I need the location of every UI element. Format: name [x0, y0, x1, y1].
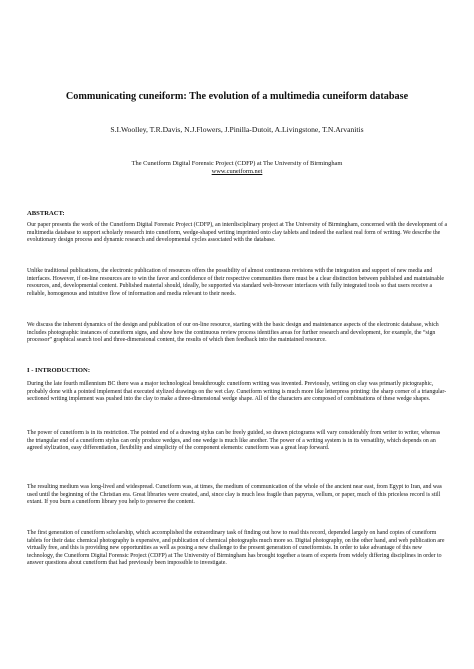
abstract-paragraph-2: Unlike traditional publications, the electronic publication of resources offers the possibility of almost continuous revisions with the integration and support of new media and interfaces. However, if on-line resources are to win the favor and confidence of their respective communities there must be a clear distinction between published and maintainable resources, and, developmental content. Published material should, ideally, be supported via standard web-browser interfaces with fully integrated tools so that users receive a reliable, homogenous and intuitive flow of information and media relevant to their needs. — [27, 268, 444, 297]
intro-paragraph-4: The first generation of cuneiform scholarship, which accomplished the extraordinary task of finding out how to read this record, depended largely on hand copies of cuneiform tablets for their data: chemical photography is expensive, and publication of chemical photographs much more so. Digital photography, on the other hand, and web publication are virtually free, and this is providing new opportunities as well as posing a new challenge to the present generation of cuneiformists. In order to take advantage of this new technology, the Cuneiform Digital Forensic Project (CDFP) at The University of Birmingham has brought together a team of experts from widely differing disciplines in order to answer questions about cuneiform that had previously been impossible to investigate. — [27, 530, 445, 567]
intro-paragraph-2: The power of cuneiform is in its restriction. The pointed end of a drawing stylus can be freely guided, so drawn pictograms will vary considerably from writer to writer, whereas the triangular end of a cuneiform stylus can only produce wedges, and one wedge is much like another. The power of a writing system is in its versatility, which depends on an agreed stylization, easy differentiation, flexibility and simplicity of the component elements: cuneiform was a great leap forward. — [27, 430, 441, 452]
abstract-heading: ABSTRACT: — [27, 210, 65, 217]
author-list: S.I.Woolley, T.R.Davis, N.J.Flowers, J.Pinilla-Dutoit, A.Livingstone, T.N.Arvanitis — [110, 125, 364, 134]
affiliation-block — [0, 160, 474, 176]
abstract-paragraph-1: Our paper presents the work of the Cuneiform Digital Forensic Project (CDFP), an interdisciplinary project at The University of Birmingham, concerned with the development of a multimedia database to support scholarly research into cuneiform, wedge-shaped writing imprinted onto clay tablets and indeed the earliest real form of writing. We describe the evolutionary design process and dynamic research and developmental cycles associated with the database. — [27, 222, 448, 244]
affiliation: The Cuneiform Digital Forensic Project (CDFP) at The University of Birmingham — [131, 160, 343, 167]
paper-title: Communicating cuneiform: The evolution of a multimedia cuneiform database — [65, 91, 409, 102]
abstract-paragraph-3: We discuss the inherent dynamics of the design and publication of our on-line resource, starting with the basic design and maintenance aspects of the electronic database, which includes photographic instances of cuneiform signs, and show how the continuous review process identifies areas for further research and development, for example, the “sign processor” graphical search tool and three-dimensional content, the results of which then feedback into the maintained resource. — [27, 322, 439, 344]
intro-paragraph-1: During the late fourth millennium BC there was a major technological breakthrough: cuneiform writing was invented. Previously, writing on clay was primarily pictographic, probably done with a pointed implement that executed stylized drawings on the wet clay. Cuneiform writing is much more like letterpress printing: the sharp corner of a triangular-sectioned writing implement was pushed into the clay to make a three-dimensional wedge shape. All of the characters are composed of combinations of these wedge shapes. — [27, 381, 447, 403]
introduction-heading: I - INTRODUCTION: — [27, 367, 91, 374]
intro-paragraph-3: The resulting medium was long-lived and widespread. Cuneiform was, at times, the medium of communication of the whole of the ancient near east, from Egypt to Iran, and was used until the beginning of the Christian era. Great libraries were created, and, since clay is much less fragile than papyrus, vellum, or paper, much of this priceless record is still extant. If you burn a cuneiform library you help to preserve the content. — [27, 484, 442, 506]
project-url-link[interactable]: www.cuneiform.net — [211, 168, 263, 175]
